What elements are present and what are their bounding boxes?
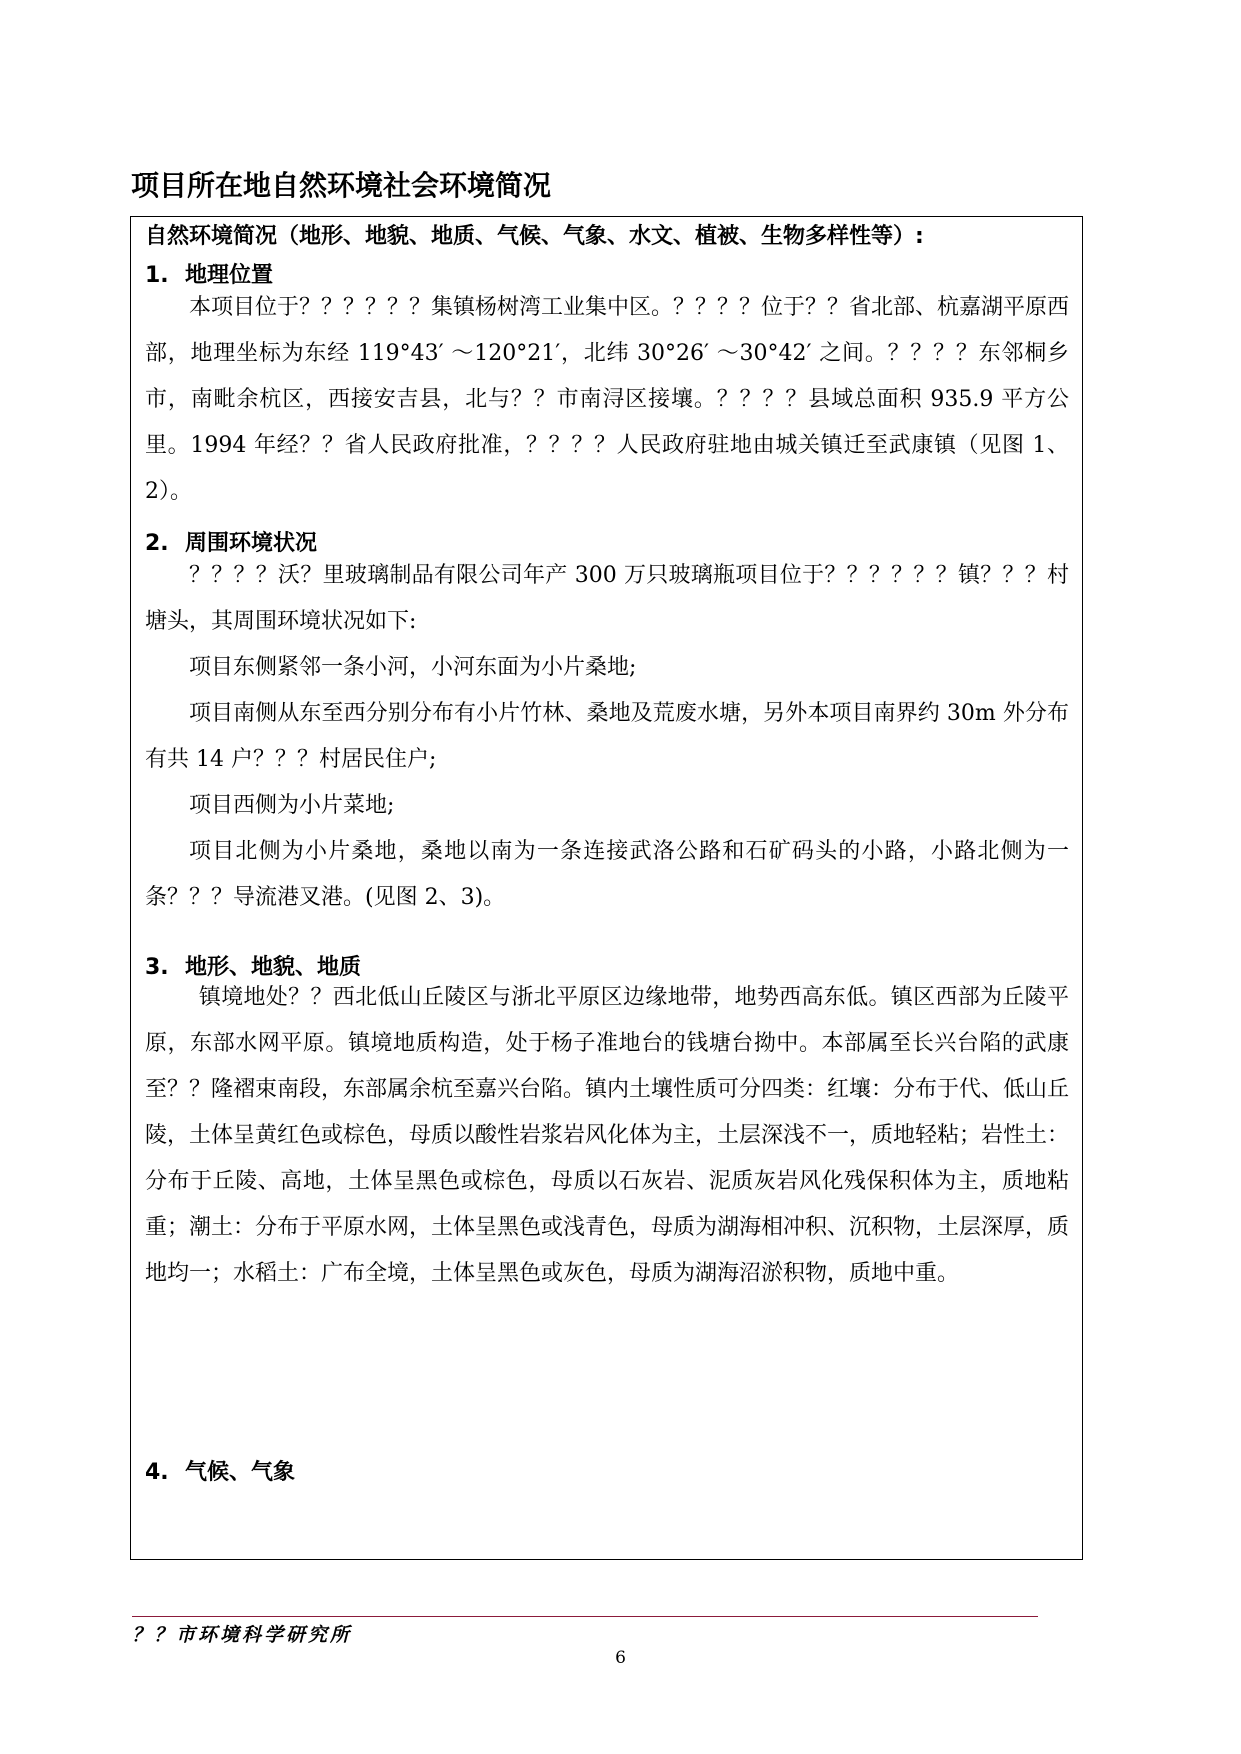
paragraph: 镇境地处？？西北低山丘陵区与浙北平原区边缘地带，地势西高东低。镇区西部为丘陵平原，东部水网平原。镇境地质构造，处于杨子准地台的钱塘台拗中。本部属至长兴台陷的武康至？？隆褶束南段，东部属余杭至嘉兴台陷。镇内土壤性质可分四类：红壤：分布于代、低山丘陵，土体呈黄红色或棕色，母质以酸性岩浆岩风化体为主，土层深浅不一，质地轻粘；岩性土：分布于丘陵、高地，土体呈黑色或棕色，母质以石灰岩、泥质灰岩风化残保积体为主，质地粘重；潮土：分布于平原水网，土体呈黑色或浅青色，母质为湖海相冲积、沉积物，土层深厚，质地均一；水稻土：广布全境，土体呈黑色或灰色，母质为湖海沼淤积物，质地中重。 [145, 985, 1070, 1286]
section-number: 3. [145, 955, 169, 980]
paragraph: 项目西侧为小片菜地; [189, 793, 395, 818]
paragraph: 项目北侧为小片桑地，桑地以南为一条连接武洛公路和石矿码头的小路，小路北侧为一条？？？导流港叉港。(见图 2、3)。 [145, 839, 1069, 910]
paragraph: 项目东侧紧邻一条小河，小河东面为小片桑地; [189, 655, 637, 680]
section-number: 1. [145, 263, 169, 288]
paragraph: ？？？？沃？里玻璃制品有限公司年产 300 万只玻璃瓶项目位于？？？？？？镇？？？村塘头，其周围环境状况如下: [145, 563, 1069, 634]
section-title: 地形、地貌、地质 [185, 955, 362, 980]
section-heading-4 [145, 1455, 295, 1486]
section-number: 2. [145, 531, 169, 556]
section-title: 气候、气象 [185, 1460, 296, 1485]
section-title: 地理位置 [185, 263, 274, 288]
section-title: 周围环境状况 [185, 531, 318, 556]
page-number: 6 [615, 1648, 626, 1668]
natural-environment-box [130, 216, 1083, 1560]
footer-divider [132, 1616, 1038, 1617]
footer-organization: ？？市环境科学研究所 [132, 1624, 353, 1646]
page-title: 项目所在地自然环境社会环境简况 [131, 169, 552, 202]
box-heading: 自然环境简况（地形、地貌、地质、气候、气象、水文、植被、生物多样性等）: [145, 224, 924, 249]
paragraph: 项目南侧从东至西分别分布有小片竹林、桑地及荒废水塘，另外本项目南界约 30m 外分布有共 14 户？？？村居民住户; [145, 701, 1069, 772]
section-number: 4. [145, 1460, 169, 1485]
paragraph: 本项目位于？？？？？？集镇杨树湾工业集中区。？？？？位于？？省北部、杭嘉湖平原西部，地理坐标为东经 119°43′ ～120°21′，北纬 30°26′ ～30°42′ 之间。？？？？东邻桐乡市，南毗余杭区，西接安吉县，北与？？市南浔区接壤。？？？？县域总面积 935.9 平方公里。1994 年经？？省人民政府批准，？？？？人民政府驻地由城关镇迁至武康镇（见图 1、2）。 [145, 295, 1070, 504]
